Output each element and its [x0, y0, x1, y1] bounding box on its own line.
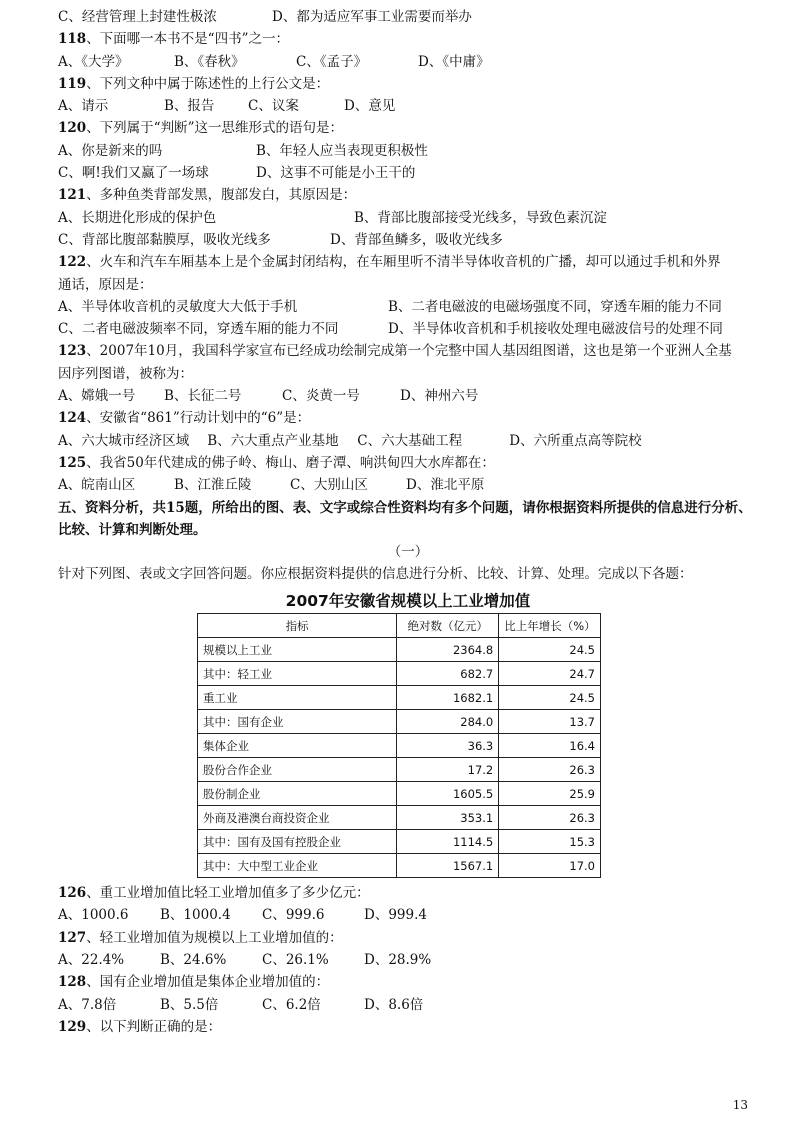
- table-row: [198, 638, 601, 662]
- question-text: 、我省50年代建成的佛子岭、梅山、磨子潭、响洪甸四大水库都在：: [86, 454, 495, 471]
- question-number: 128: [58, 974, 87, 991]
- row-growth: 24.5: [499, 638, 601, 662]
- table-row: [198, 758, 601, 782]
- row-absolute: 353.1: [397, 806, 499, 830]
- options-row: [58, 474, 758, 496]
- questions-126-129: [58, 882, 758, 1038]
- option: A、22.4%: [58, 952, 125, 969]
- options-row: [58, 6, 758, 28]
- option: A、半导体收音机的灵敏度大大低于手机: [58, 298, 298, 315]
- row-growth: 25.9: [499, 782, 601, 806]
- question-number: 126: [58, 885, 87, 902]
- option: A、长期进化形成的保护色: [58, 209, 217, 226]
- question-number: 119: [58, 75, 87, 92]
- question-stem: [58, 184, 758, 206]
- option: A、你是新来的吗: [58, 142, 163, 159]
- table-row: [198, 806, 601, 830]
- section-heading: 五、资料分析，共15题，所给出的图、表、文字或综合性资料均有多个问题，请你根据资料所提供的信息进行分析、比较、计算和判断处理。: [58, 499, 752, 538]
- question-stem: [58, 73, 758, 95]
- row-absolute: 36.3: [397, 734, 499, 758]
- options-row: [58, 207, 758, 229]
- header-indicator: 指标: [198, 614, 397, 638]
- options-row: [58, 140, 758, 162]
- option: A、1000.6: [58, 907, 129, 924]
- table-row: [198, 710, 601, 734]
- question-text: 、国有企业增加值是集体企业增加值的：: [86, 974, 330, 991]
- table-header-row: [198, 614, 601, 638]
- question-stem: [58, 28, 758, 50]
- option: C、6.2倍: [262, 996, 321, 1013]
- option: C、背部比腹部黏膜厚，吸收光线多: [58, 231, 271, 248]
- option: A、请示: [58, 98, 109, 115]
- options-row: [58, 385, 758, 407]
- option: B、江淮丘陵: [174, 477, 252, 494]
- option: C、大别山区: [290, 477, 368, 494]
- row-label: 股份合作企业: [198, 758, 397, 782]
- options-row: [58, 949, 758, 971]
- question-text: 、火车和汽车车厢基本上是个金属封闭结构，在车厢里听不清半导体收音机的广播，却可以通过手机和外界: [86, 254, 721, 271]
- option: B、背部比腹部接受光线多，导致色素沉淀: [354, 209, 607, 226]
- option: C、《孟子》: [296, 53, 368, 70]
- question-text: 、安徽省“861”行动计划中的“6”是：: [86, 410, 311, 427]
- industry-table: [197, 613, 601, 878]
- option: B、二者电磁波的电磁场强度不同，穿透车厢的能力不同: [388, 298, 722, 315]
- row-growth: 24.7: [499, 662, 601, 686]
- option: D、《中庸》: [418, 53, 490, 70]
- option: C、六大基础工程: [357, 432, 463, 449]
- row-label: 其中：大中型工业企业: [198, 854, 397, 878]
- row-absolute: 2364.8: [397, 638, 499, 662]
- question-number: 118: [58, 31, 87, 48]
- option: D、这事不可能是小王干的: [256, 165, 416, 182]
- row-absolute: 682.7: [397, 662, 499, 686]
- row-label: 集体企业: [198, 734, 397, 758]
- page-number: 13: [732, 1098, 748, 1112]
- options-row: [58, 430, 758, 452]
- header-absolute: 绝对数（亿元）: [397, 614, 499, 638]
- option: D、神州六号: [400, 388, 479, 405]
- options-row: [58, 229, 758, 251]
- option: B、长征二号: [164, 388, 242, 405]
- option: A、《大学》: [58, 53, 129, 70]
- row-absolute: 1114.5: [397, 830, 499, 854]
- row-label: 其中：国有及国有控股企业: [198, 830, 397, 854]
- question-stem: [58, 452, 758, 474]
- row-label: 其中：国有企业: [198, 710, 397, 734]
- question-continuation: [58, 363, 758, 385]
- options-row: [58, 904, 758, 926]
- questions-118-125: [58, 6, 758, 497]
- table-row: [198, 734, 601, 758]
- table-title: 2007年安徽省规模以上工业增加值: [285, 592, 531, 611]
- option: B、报告: [164, 98, 215, 115]
- row-label: 规模以上工业: [198, 638, 397, 662]
- options-row: [58, 994, 758, 1016]
- option: C、议案: [248, 98, 299, 115]
- table-row: [198, 686, 601, 710]
- question-stem: [58, 971, 758, 993]
- option: C、啊!我们又赢了一场球: [58, 165, 209, 182]
- row-label: 其中：轻工业: [198, 662, 397, 686]
- table-row: [198, 830, 601, 854]
- question-text: 、多种鱼类背部发黑，腹部发白，其原因是：: [86, 187, 357, 204]
- option: B、《春秋》: [174, 53, 245, 70]
- question-stem: [58, 882, 758, 904]
- question-number: 129: [58, 1018, 87, 1035]
- option: C、经营管理上封建性极浓: [58, 9, 217, 25]
- option: D、都为适应军事工业需要而举办: [272, 9, 472, 25]
- option: B、1000.4: [160, 907, 231, 924]
- question-text: 、重工业增加值比轻工业增加值多了多少亿元：: [86, 885, 370, 902]
- options-row: [58, 162, 758, 184]
- option: C、二者电磁波频率不同，穿透车厢的能力不同: [58, 321, 339, 338]
- options-row: [58, 296, 758, 318]
- option: A、嫦娥一号: [58, 388, 136, 405]
- option: D、8.6倍: [364, 996, 424, 1013]
- options-row: [58, 51, 758, 73]
- question-stem: [58, 251, 758, 273]
- option: D、28.9%: [364, 952, 432, 969]
- question-text: 通话，原因是：: [58, 276, 153, 293]
- question-number: 121: [58, 187, 87, 204]
- row-growth: 13.7: [499, 710, 601, 734]
- question-number: 127: [58, 929, 87, 946]
- row-absolute: 1567.1: [397, 854, 499, 878]
- question-text: 、下列文种中属于陈述性的上行公文是：: [86, 75, 330, 92]
- row-growth: 15.3: [499, 830, 601, 854]
- question-text: 、下面哪一本书不是“四书”之一：: [86, 31, 289, 48]
- option: B、5.5倍: [160, 996, 219, 1013]
- question-stem: [58, 927, 758, 949]
- instructions: 针对下列图、表或文字回答问题。你应根据资料提供的信息进行分析、比较、计算、处理。完成以下各题：: [58, 565, 693, 582]
- options-row: [58, 95, 758, 117]
- option: C、26.1%: [262, 952, 329, 969]
- option: A、7.8倍: [58, 996, 117, 1013]
- row-growth: 17.0: [499, 854, 601, 878]
- question-stem: [58, 340, 758, 362]
- question-number: 122: [58, 254, 87, 271]
- row-growth: 26.3: [499, 806, 601, 830]
- question-stem: [58, 1016, 758, 1038]
- row-growth: 26.3: [499, 758, 601, 782]
- option: A、六大城市经济区域: [58, 432, 190, 449]
- option: D、半导体收音机和手机接收处理电磁波信号的处理不同: [388, 321, 723, 338]
- question-number: 123: [58, 343, 87, 360]
- question-text: 、下列属于“判断”这一思维形式的语句是：: [86, 120, 343, 137]
- table-row: [198, 782, 601, 806]
- row-label: 重工业: [198, 686, 397, 710]
- row-absolute: 1605.5: [397, 782, 499, 806]
- question-text: 、2007年10月，我国科学家宣布已经成功绘制完成第一个完整中国人基因组图谱，这也是第一个亚洲人全基: [86, 343, 732, 360]
- option: B、24.6%: [160, 952, 227, 969]
- row-label: 外商及港澳台商投资企业: [198, 806, 397, 830]
- question-text: 因序列图谱，被称为：: [58, 365, 193, 382]
- row-growth: 24.5: [499, 686, 601, 710]
- option: B、年轻人应当表现更积极性: [256, 142, 428, 159]
- header-growth: 比上年增长（%）: [499, 614, 601, 638]
- options-row: [58, 318, 758, 340]
- question-stem: [58, 117, 758, 139]
- option: D、背部鱼鳞多，吸收光线多: [330, 231, 503, 248]
- exam-page: [58, 6, 758, 1038]
- option: D、淮北平原: [406, 477, 485, 494]
- option: D、六所重点高等院校: [509, 432, 642, 449]
- row-label: 股份制企业: [198, 782, 397, 806]
- question-text: 、以下判断正确的是：: [86, 1018, 222, 1035]
- question-continuation: [58, 274, 758, 296]
- question-text: 、轻工业增加值为规模以上工业增加值的：: [86, 929, 343, 946]
- option: C、炎黄一号: [282, 388, 360, 405]
- option: C、999.6: [262, 907, 325, 924]
- question-number: 124: [58, 410, 87, 427]
- table-row: [198, 662, 601, 686]
- subsection-heading: （一）: [387, 543, 429, 560]
- question-stem: [58, 407, 758, 429]
- row-absolute: 284.0: [397, 710, 499, 734]
- row-growth: 16.4: [499, 734, 601, 758]
- option: A、皖南山区: [58, 477, 136, 494]
- option: B、六大重点产业基地: [207, 432, 339, 449]
- row-absolute: 17.2: [397, 758, 499, 782]
- table-row: [198, 854, 601, 878]
- option: D、意见: [344, 98, 396, 115]
- row-absolute: 1682.1: [397, 686, 499, 710]
- question-number: 125: [58, 454, 87, 471]
- question-number: 120: [58, 120, 87, 137]
- option: D、999.4: [364, 907, 427, 924]
